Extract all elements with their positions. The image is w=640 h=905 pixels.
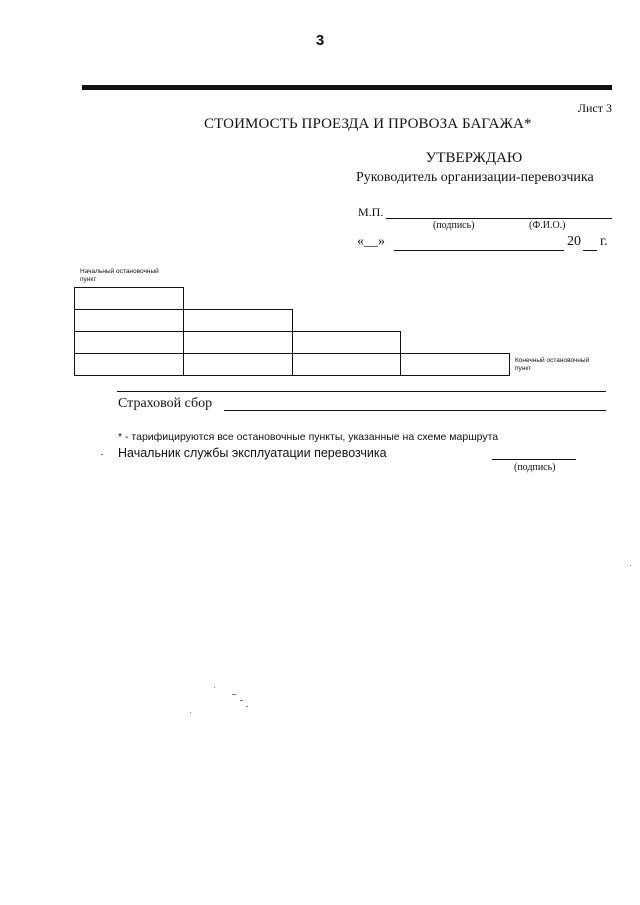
section-divider — [117, 391, 606, 392]
insurance-label: Страховой сбор — [118, 396, 213, 411]
scan-speck — [240, 700, 243, 701]
fare-cell[interactable] — [183, 309, 293, 332]
scan-speck — [214, 687, 215, 688]
fare-cell[interactable] — [74, 287, 184, 310]
sheet-label: Лист 3 — [577, 101, 612, 115]
fare-cell[interactable] — [74, 331, 184, 354]
document-title: СТОИМОСТЬ ПРОЕЗДА И ПРОВОЗА БАГАЖА* — [204, 116, 532, 132]
approver-position: Руководитель организации-перевозчика — [356, 170, 594, 185]
fare-cell[interactable] — [74, 309, 184, 332]
fare-cell[interactable] — [183, 331, 293, 354]
approval-name-caption: (Ф.И.О.) — [529, 220, 566, 231]
scan-speck — [101, 454, 103, 455]
stamp-label: М.П. — [358, 205, 384, 219]
scan-speck — [630, 565, 631, 566]
fare-cell[interactable] — [183, 353, 293, 376]
scan-speck — [190, 712, 191, 713]
chief-signature-line[interactable] — [492, 459, 576, 460]
fare-cell[interactable] — [292, 331, 401, 354]
start-stop-label: Начальный остановочный пункт — [80, 268, 159, 283]
insurance-line[interactable] — [224, 410, 606, 411]
date-year-line[interactable] — [583, 250, 597, 251]
header-divider — [82, 85, 612, 90]
page-number: 3 — [315, 32, 325, 49]
approval-heading: УТВЕРЖДАЮ — [425, 150, 523, 166]
end-stop-label: Конечный остановочный пункт — [515, 357, 590, 372]
chief-signature-caption: (подпись) — [514, 462, 556, 473]
date-year-prefix: 20 — [567, 234, 581, 249]
scan-speck — [246, 706, 248, 707]
date-day-month: «__» — [357, 234, 385, 249]
fare-cell[interactable] — [400, 353, 510, 376]
date-year-suffix: г. — [600, 234, 608, 249]
date-line[interactable] — [394, 250, 564, 251]
chief-label: Начальник службы эксплуатации перевозчика — [118, 446, 387, 460]
fare-cell[interactable] — [292, 353, 401, 376]
scan-speck — [232, 694, 236, 695]
approval-signature-caption: (подпись) — [433, 220, 475, 231]
approval-signature-line[interactable] — [386, 218, 612, 219]
fare-cell[interactable] — [74, 353, 184, 376]
footnote: * - тарифицируются все остановочные пункты, указанные на схеме маршрута — [118, 431, 499, 443]
